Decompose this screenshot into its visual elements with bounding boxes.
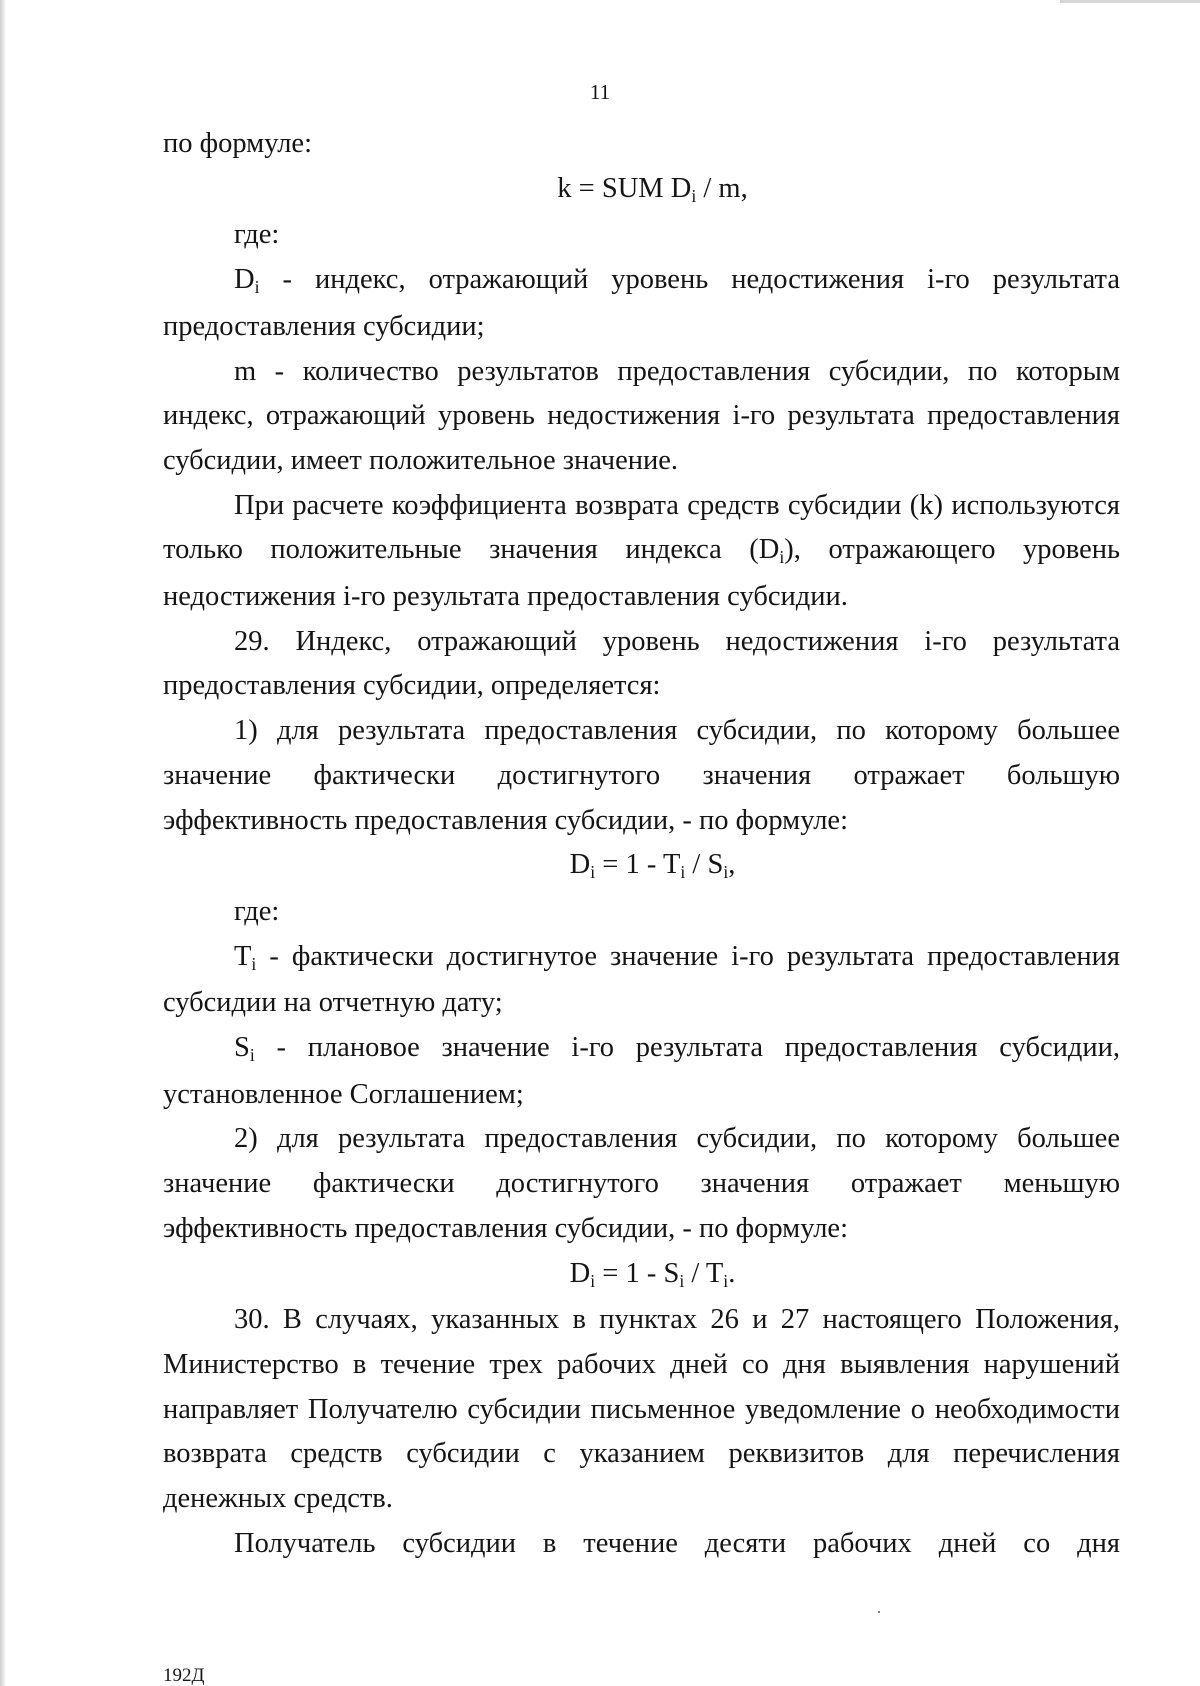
definition-si: $S_i$ - плановое значение i-го результата предоставления субсидии, установленное Соглашением; xyxy=(163,1032,1120,1110)
definition-ti: $T_i$ - фактически достигнутое значение i-го результата предоставления субсидии на отчетную дату; xyxy=(163,940,1120,1019)
clause-29-item-2: 2) для результата предоставления субсидии, по которому большее значение фактически достигнутого значения отражает меньшую эффективность предоставления субсидии, - по формуле: xyxy=(163,1123,1120,1244)
paragraph-calculation-note: При расчете коэффициента возврата средств субсидии (k) используются только положительные значения индекса $(D_i)$, отражающего уровень недостижения i-го результата предоставления субсидии. xyxy=(163,489,1121,613)
scan-speck xyxy=(878,1611,880,1613)
scan-left-edge xyxy=(0,0,6,1686)
formula-di-2: $D_i = 1 - S_i / T_i$. xyxy=(569,1257,736,1291)
definition-m: m - количество результатов предоставления субсидии, по которым индекс, отражающий уровень недостижения i-го результата предоставления субсидии, имеет положительное значение. xyxy=(163,355,1120,476)
page-number: 11 xyxy=(589,80,611,104)
where-label-2: где: xyxy=(234,895,280,927)
clause-30: 30. В случаях, указанных в пунктах 26 и 27 настоящего Положения, Министерство в течение трех рабочих дней со дня выявления нарушений направляет Получателю субсидии письменное уведомление о необходимости возврата средств субсидии с указанием реквизитов для перечисления денежных средств. xyxy=(163,1304,1120,1515)
scan-top-edge xyxy=(1060,0,1200,3)
clause-29: 29. Индекс, отражающий уровень недостижения i-го результата предоставления субсидии, определяется: xyxy=(163,625,1120,702)
formula-di-1: $D_i = 1 - T_i / S_i$, xyxy=(569,849,736,883)
document-body xyxy=(163,122,1120,1567)
paragraph-intro: по формуле: xyxy=(163,128,312,159)
paragraph-recipient: Получатель субсидии в течение десяти рабочих дней со дня xyxy=(234,1527,1120,1559)
formula-k: k = SUM $D_i$ / m, xyxy=(557,172,748,206)
footer-document-code: 192Д xyxy=(163,1665,205,1686)
definition-di: $D_i$ - индекс, отражающий уровень недостижения i-го результата предоставления субсидии; xyxy=(163,264,1120,342)
where-label-1: где: xyxy=(234,219,280,251)
clause-29-item-1: 1) для результата предоставления субсидии, по которому большее значение фактически достигнутого значения отражает большую эффективность предоставления субсидии, - по формуле: xyxy=(163,715,1120,836)
